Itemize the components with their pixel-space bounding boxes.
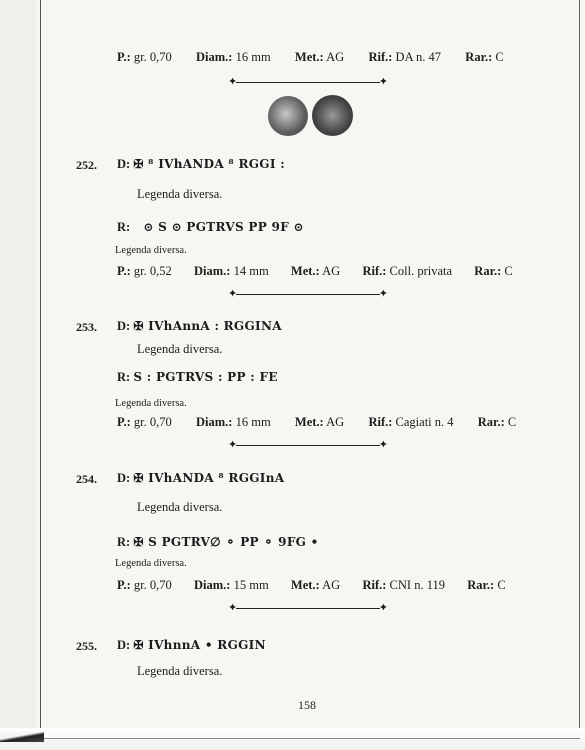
obverse-legend: ✠ ⁸ IVhANDA ⁸ RGGI : <box>133 157 285 171</box>
obverse-label: D: <box>117 638 131 652</box>
legend-variant-note: Legenda diversa. <box>137 187 223 201</box>
specs-row <box>117 578 506 593</box>
legend-variant-note: Legenda diversa. <box>115 398 187 409</box>
reverse-label: R: <box>117 535 131 549</box>
divider-star-icon: ✦ <box>378 602 388 614</box>
obverse-label: D: <box>117 319 131 333</box>
page-corner-curl <box>0 732 44 742</box>
obverse-label: D: <box>117 157 131 171</box>
entry-number: 253. <box>76 320 97 334</box>
reference-value: DA n. 47 <box>395 50 442 64</box>
metal-value: AG <box>326 415 345 429</box>
legend-variant-note: Legenda diversa. <box>137 342 223 356</box>
coin-reverse-photo <box>312 95 353 136</box>
diameter-label: Diam.: <box>194 578 231 592</box>
entry-number: 252. <box>76 158 97 172</box>
rarity-label: Rar.: <box>477 415 505 429</box>
divider-star-icon: ✦ <box>378 439 388 451</box>
obverse-line <box>117 319 282 334</box>
diameter-value: 16 mm <box>235 415 271 429</box>
legend-variant-note: Legenda diversa. <box>137 500 223 514</box>
metal-label: Met.: <box>290 578 320 592</box>
reference-label: Rif.: <box>362 264 387 278</box>
obverse-line <box>117 471 284 486</box>
diameter-label: Diam.: <box>194 264 231 278</box>
divider-star-icon: ✦ <box>228 288 238 300</box>
rarity-value: C <box>497 578 506 592</box>
diameter-label: Diam.: <box>196 50 233 64</box>
diameter-value: 16 mm <box>235 50 271 64</box>
weight-value: gr. 0,52 <box>133 264 172 278</box>
obverse-line <box>117 638 266 653</box>
page-number: 158 <box>298 698 316 712</box>
reverse-line <box>117 220 304 235</box>
metal-value: AG <box>322 578 341 592</box>
section-divider <box>228 288 388 300</box>
weight-label: P.: <box>117 578 131 592</box>
reference-value: CNI n. 119 <box>389 578 445 592</box>
weight-label: P.: <box>117 415 131 429</box>
reverse-legend: S : PGTRVS : PP : FE <box>133 370 278 384</box>
diameter-value: 14 mm <box>233 264 269 278</box>
reference-label: Rif.: <box>362 578 387 592</box>
reverse-line <box>117 535 319 550</box>
divider-star-icon: ✦ <box>228 439 238 451</box>
reference-label: Rif.: <box>368 415 393 429</box>
section-divider <box>228 76 388 88</box>
weight-value: gr. 0,70 <box>133 50 172 64</box>
page-border <box>40 0 580 729</box>
entry-number: 255. <box>76 639 97 653</box>
weight-value: gr. 0,70 <box>133 415 172 429</box>
rarity-label: Rar.: <box>465 50 493 64</box>
metal-label: Met.: <box>290 264 320 278</box>
divider-star-icon: ✦ <box>378 76 388 88</box>
obverse-legend: ✠ IVhAnnA : RGGINA <box>133 319 282 333</box>
diameter-value: 15 mm <box>233 578 269 592</box>
weight-label: P.: <box>117 264 131 278</box>
page-bottom-shadow <box>0 728 585 750</box>
legend-variant-note: Legenda diversa. <box>115 245 187 256</box>
reference-value: Cagiati n. 4 <box>395 415 454 429</box>
specs-top <box>117 50 504 65</box>
reference-label: Rif.: <box>368 50 393 64</box>
specs-row <box>117 415 516 430</box>
reverse-legend: ✠ S PGTRV∅ ⚬ PP ⚬ 9FG • <box>133 535 319 549</box>
scan-edge <box>0 0 36 750</box>
metal-label: Met.: <box>294 415 324 429</box>
weight-label: P.: <box>117 50 131 64</box>
metal-value: AG <box>326 50 345 64</box>
reverse-legend: ⊙ S ⊙ PGTRVS PP 9F ⊙ <box>143 220 304 234</box>
obverse-line <box>117 157 285 172</box>
rarity-label: Rar.: <box>467 578 495 592</box>
legend-variant-note: Legenda diversa. <box>115 558 187 569</box>
entry-number: 254. <box>76 472 97 486</box>
obverse-label: D: <box>117 471 131 485</box>
metal-label: Met.: <box>294 50 324 64</box>
rarity-value: C <box>504 264 513 278</box>
diameter-label: Diam.: <box>196 415 233 429</box>
obverse-legend: ✠ IVhANDA ⁸ RGGInA <box>133 471 285 485</box>
rarity-value: C <box>495 50 504 64</box>
legend-variant-note: Legenda diversa. <box>137 664 223 678</box>
page-bottom-line <box>20 738 580 739</box>
reverse-label: R: <box>117 370 131 384</box>
reference-value: Coll. privata <box>389 264 453 278</box>
specs-row <box>117 264 513 279</box>
weight-value: gr. 0,70 <box>133 578 172 592</box>
divider-star-icon: ✦ <box>378 288 388 300</box>
section-divider <box>228 439 388 451</box>
section-divider <box>228 602 388 614</box>
rarity-value: C <box>507 415 517 429</box>
divider-star-icon: ✦ <box>228 602 238 614</box>
obverse-legend: ✠ IVhnnA • RGGIN <box>133 638 266 652</box>
rarity-label: Rar.: <box>474 264 502 278</box>
divider-star-icon: ✦ <box>228 76 238 88</box>
coin-obverse-photo <box>268 96 308 136</box>
reverse-label: R: <box>117 220 131 234</box>
reverse-line <box>117 370 278 385</box>
metal-value: AG <box>322 264 341 278</box>
